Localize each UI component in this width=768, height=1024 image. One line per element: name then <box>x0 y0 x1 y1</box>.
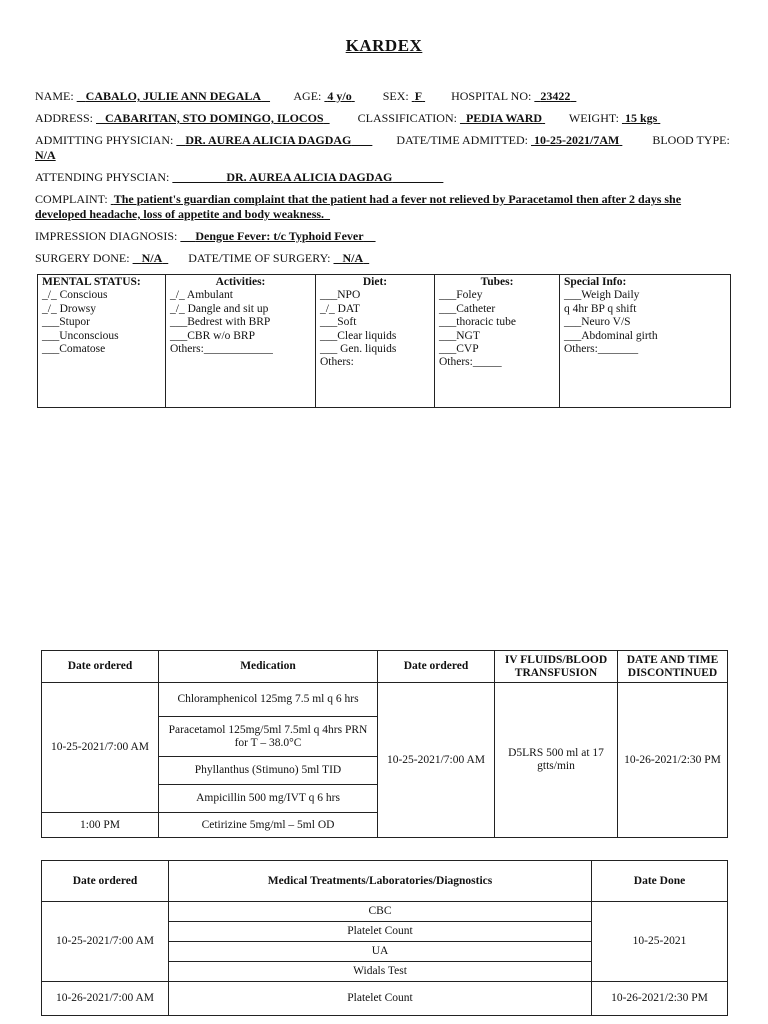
diet-item: ___ Gen. liquids <box>320 343 397 356</box>
lab-test: Widals Test <box>169 962 592 982</box>
medication-cell: Phyllanthus (Stimuno) 5ml TID <box>159 757 378 785</box>
complaint-label: COMPLAINT: <box>35 192 108 206</box>
admitting-label: ADMITTING PHYSICIAN: <box>35 133 174 147</box>
admitting-physician: DR. AUREA ALICIA DAGDAG <box>185 133 352 147</box>
special-info-cell <box>560 275 731 408</box>
diet-item: ___Clear liquids <box>320 329 397 342</box>
special-info-item: ___Weigh Daily <box>564 289 640 302</box>
lab-header-treatments: Medical Treatments/Laboratories/Diagnostics <box>169 861 592 902</box>
activities-item: ___Bedrest with BRP <box>170 316 271 329</box>
tubes-cell <box>435 275 560 408</box>
activities-item: _/_ Dangle and sit up <box>170 302 269 315</box>
mental-status-cell <box>38 275 166 408</box>
special-info-item: Others:_______ <box>564 343 639 356</box>
tubes-item: ___Catheter <box>439 302 496 315</box>
complaint-line <box>35 192 734 222</box>
patient-sex: F <box>414 89 423 103</box>
name-label: NAME: <box>35 89 74 103</box>
medication-cell: Cetirizine 5mg/ml – 5ml OD <box>159 813 378 838</box>
activities-item: _/_ Ambulant <box>170 289 233 302</box>
address-line <box>35 111 734 126</box>
lab-test: Platelet Count <box>169 922 592 942</box>
complaint-text: The patient's guardian complaint that the patient had a fever not relieved by Paracetamol then after 2 days she developed headache, loss of appetite and body weakness. <box>35 192 682 221</box>
med-date-ordered: 1:00 PM <box>42 813 159 838</box>
activities-item: ___CBR w/o BRP <box>170 329 255 342</box>
special-info-item: ___Neuro V/S <box>564 316 631 329</box>
surgery-line <box>35 251 734 266</box>
impression-label: IMPRESSION DIAGNOSIS: <box>35 229 178 243</box>
age-label: AGE: <box>293 89 322 103</box>
tubes-item: ___CVP <box>439 343 479 356</box>
medication-cell: Paracetamol 125mg/5ml 7.5ml q 4hrs PRN for T – 38.0°C <box>159 717 378 757</box>
impression-diagnosis: Dengue Fever: t/c Typhoid Fever <box>195 229 364 243</box>
surgery-time: N/A <box>342 251 364 265</box>
date-admitted: 10-25-2021/7AM <box>534 133 620 147</box>
mental-status-header: MENTAL STATUS: <box>42 276 141 288</box>
tubes-item: Others:_____ <box>439 356 502 369</box>
admitted-label: DATE/TIME ADMITTED: <box>396 133 529 147</box>
classification: PEDIA WARD <box>465 111 543 125</box>
attending-label: ATTENDING PHYSCIAN: <box>35 170 170 184</box>
weight-label: WEIGHT: <box>568 111 619 125</box>
hospital-no-label: HOSPITAL NO: <box>451 89 532 103</box>
patient-name: CABALO, JULIE ANN DEGALA <box>85 89 262 103</box>
address-label: ADDRESS: <box>35 111 94 125</box>
surgery-done: N/A <box>141 251 163 265</box>
diet-item: ___NPO <box>320 289 361 302</box>
med-header-date: Date ordered <box>42 651 159 683</box>
tubes-item: ___NGT <box>439 329 480 342</box>
iv-header-date: Date ordered <box>378 651 495 683</box>
special-info-item: ___Abdominal girth <box>564 329 658 342</box>
med-header-medication: Medication <box>159 651 378 683</box>
sex-label: SEX: <box>382 89 409 103</box>
surgery-time-label: DATE/TIME OF SURGERY: <box>188 251 331 265</box>
impression-line <box>35 229 734 244</box>
lab-date-done: 10-26-2021/2:30 PM <box>592 982 728 1016</box>
laboratories-table <box>41 860 728 1016</box>
medication-cell: Chloramphenicol 125mg 7.5 ml q 6 hrs <box>159 683 378 717</box>
lab-header-date-done: Date Done <box>592 861 728 902</box>
lab-test: CBC <box>169 902 592 922</box>
attending-line <box>35 170 734 185</box>
admitting-line <box>35 133 734 163</box>
lab-date-done: 10-25-2021 <box>592 902 728 982</box>
diet-item: Others: <box>320 356 354 369</box>
lab-date-ordered: 10-26-2021/7:00 AM <box>42 982 169 1016</box>
lab-test: Platelet Count <box>169 982 592 1016</box>
iv-discontinued: 10-26-2021/2:30 PM <box>618 683 728 838</box>
blood-type: N/A <box>35 148 56 162</box>
mental-status-item: ___Comatose <box>42 343 106 356</box>
surgery-label: SURGERY DONE: <box>35 251 130 265</box>
medication-cell: Ampicillin 500 mg/IVT q 6 hrs <box>159 785 378 813</box>
diet-item: _/_ DAT <box>320 302 360 315</box>
mental-status-item: _/_ Drowsy <box>42 302 96 315</box>
mental-status-item: ___Unconscious <box>42 329 119 342</box>
special-info-item: q 4hr BP q shift <box>564 302 637 315</box>
patient-address: CABARITAN, STO DOMINGO, ILOCOS <box>105 111 324 125</box>
patient-age: 4 y/o <box>327 89 352 103</box>
med-date-ordered: 10-25-2021/7:00 AM <box>42 683 159 813</box>
patient-weight: 15 kgs <box>624 111 658 125</box>
lab-date-ordered: 10-25-2021/7:00 AM <box>42 902 169 982</box>
patient-status-grid <box>37 274 731 408</box>
lab-test: UA <box>169 942 592 962</box>
iv-date-ordered: 10-25-2021/7:00 AM <box>378 683 495 838</box>
iv-header-discontinued: DATE AND TIME DISCONTINUED <box>618 651 728 683</box>
activities-cell <box>166 275 316 408</box>
activities-item: Others:____________ <box>170 343 273 356</box>
tubes-item: ___Foley <box>439 289 483 302</box>
activities-header: Activities: <box>215 276 266 288</box>
classification-label: CLASSIFICATION: <box>357 111 457 125</box>
lab-header-date: Date ordered <box>42 861 169 902</box>
medication-table <box>41 650 728 838</box>
blood-type-label: BLOOD TYPE: <box>652 133 730 147</box>
document-title: KARDEX <box>345 36 423 55</box>
iv-fluid: D5LRS 500 ml at 17 gtts/min <box>495 683 618 838</box>
mental-status-item: _/_ Conscious <box>42 289 108 302</box>
iv-header-fluids: IV FLUIDS/BLOOD TRANSFUSION <box>495 651 618 683</box>
mental-status-item: ___Stupor <box>42 316 90 329</box>
diet-header: Diet: <box>362 276 388 288</box>
attending-physician: DR. AUREA ALICIA DAGDAG <box>226 170 393 184</box>
hospital-no: 23422 <box>540 89 571 103</box>
tubes-header: Tubes: <box>480 276 514 288</box>
patient-identity-line <box>35 89 734 104</box>
diet-item: ___Soft <box>320 316 357 329</box>
tubes-item: ___thoracic tube <box>439 316 516 329</box>
special-info-header: Special Info: <box>564 276 627 288</box>
diet-cell <box>316 275 435 408</box>
